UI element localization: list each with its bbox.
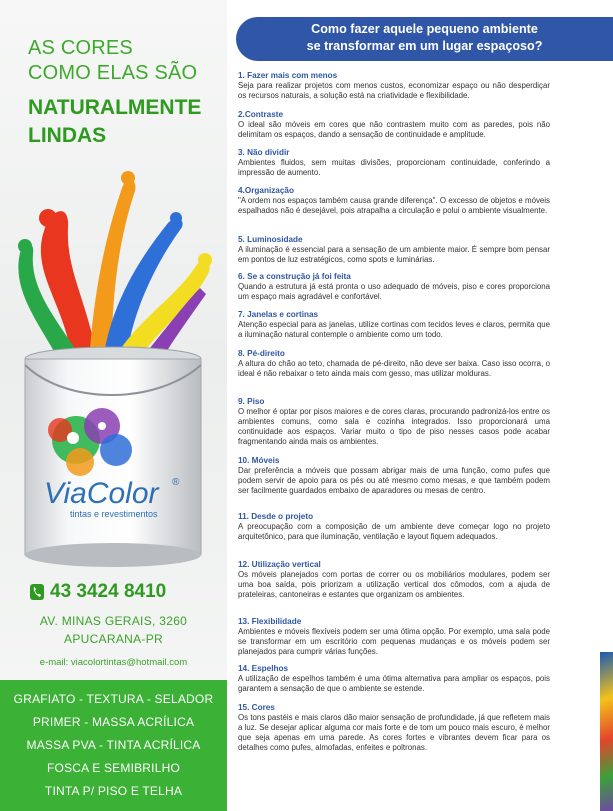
svg-text:tintas e revestimentos: tintas e revestimentos <box>70 509 158 519</box>
section-heading: 11. Desde o projeto <box>238 512 314 521</box>
advertisement-panel <box>0 0 227 811</box>
section-text: Seja para realizar projetos com menos custos, economizar espaço ou não desperdiçar os recursos naturais, a solução está na criatividade e flexibilidade. <box>238 81 550 100</box>
section-heading: 1. Fazer mais com menos <box>238 71 338 80</box>
address-street: AV. MINAS GERAIS, 3260 <box>39 614 188 628</box>
tagline-line-1: AS CORES <box>28 37 133 59</box>
article-title-line-2: se transformar em um lugar espaçoso? <box>306 39 543 53</box>
section-text: A preocupação com a composição de um ambiente deve começar logo no projeto arquitetônico, para que iluminação, ventilação e layout fiquem adequados. <box>238 522 550 541</box>
section-heading: 3. Não dividir <box>238 148 290 157</box>
section-text: A altura do chão ao teto, chamada de pé-direito, não deve ser baixa. Caso isso ocorra, o ideal é não rebaixar o teto ainda mais com gesso, mas utilizar molduras. <box>238 359 550 378</box>
section-heading: 6. Se a construção já foi feita <box>238 272 351 281</box>
section-heading: 2.Contraste <box>238 110 284 119</box>
section-heading: 15. Cores <box>238 703 275 712</box>
decorative-color-strip <box>600 652 613 811</box>
phone-icon <box>30 584 44 600</box>
section-text: Os tons pastéis e mais claros dão maior sensação de profundidade, já que refletem mais a luz. Se desejar aplicar alguma cor mais forte e de tom um pouco mais escuro, é melhor que seja apenas em uma parede. As cores fortes e vibrantes devem ficar para os detalhes como pufes, almofadas, enfeites e poltronas. <box>238 713 550 752</box>
article-section <box>238 71 550 101</box>
tagline-line-2: COMO ELAS SÃO <box>28 62 198 84</box>
section-text: Ambientes fluidos, sem muitas divisões, proporcionam continuidade, conferindo a impressão de aumento. <box>238 158 550 177</box>
tagline-bold-line-2: LINDAS <box>28 124 107 147</box>
article-section <box>238 397 550 447</box>
section-heading: 14. Espelhos <box>238 664 289 673</box>
email-address: e-mail: viacolortintas@hotmail.com <box>39 657 188 668</box>
paint-can-illustration <box>6 345 220 575</box>
service-line-3: MASSA PVA - TINTA ACRÍLICA <box>26 738 201 752</box>
article-section <box>238 560 550 600</box>
tagline-bold <box>28 94 218 150</box>
article-section <box>238 110 550 140</box>
section-heading: 5. Luminosidade <box>238 235 303 244</box>
service-line-2: PRIMER - MASSA ACRÍLICA <box>32 715 195 729</box>
article-section <box>238 272 550 302</box>
section-text: Ambientes e móveis flexíveis podem ser uma ótima opção. Por exemplo, uma sala pode se transformar em um escritório com pequenas mudanças e os móveis podem ser planejados para cumprir várias funções. <box>238 627 550 656</box>
article-section <box>238 512 550 542</box>
article-section <box>238 349 550 379</box>
section-heading: 10. Móveis <box>238 456 280 465</box>
article-section <box>238 148 550 178</box>
article-title-banner <box>236 17 613 61</box>
services-box <box>0 680 227 811</box>
svg-text:®: ® <box>172 477 180 488</box>
article-section <box>238 186 550 216</box>
section-text: Dar preferência a móveis que possam abrigar mais de uma função, como pufes que podem servir de apoio para os pés ou até mesmo como mesas, e que também podem ser facilmente guardados embaixo de aparadores ou mesas de centro. <box>238 466 550 495</box>
section-text: Os móveis planejados com portas de correr ou os mobiliários modulares, podem ser uma boa saída, pois priorizam a utilização vertical dos cômodos, com a ajuda de prateleiras, cantoneiras e estantes que organizam os ambientes. <box>238 570 550 599</box>
article-section <box>238 235 550 265</box>
article-section <box>238 664 550 694</box>
section-heading: 9. Piso <box>238 397 265 406</box>
brand-logo-wordmark: ViaColor <box>44 477 159 510</box>
service-line-1: GRAFIATO - TEXTURA - SELADOR <box>13 692 214 706</box>
article-section <box>238 310 550 340</box>
tagline-bold-line-1: NATURALMENTE <box>28 96 202 119</box>
section-text: "A ordem nos espaços também causa grande diferença". O excesso de objetos e móveis espalhados não é desejável, pois atrapalha a circulação e polui o ambiente visualmente. <box>238 196 550 215</box>
phone-text: 43 3424 8410 <box>50 581 167 602</box>
section-text: A iluminação é essencial para a sensação de um ambiente maior. É sempre bom pensar em pontos de luz estratégicos, como spots e luminárias. <box>238 245 550 264</box>
service-line-5: TINTA P/ PISO E TELHA <box>44 784 183 798</box>
article-section <box>238 617 550 657</box>
section-heading: 8. Pé-direito <box>238 349 285 358</box>
section-text: O melhor é optar por pisos maiores e de cores claras, procurando padronizá-los entre os ambientes comuns, como sala e cozinha integrados. Isso proporcionará uma continuidade aos espaços. Variar muito o tipo de piso nesses casos pode acabar fragmentando ainda mais os ambientes. <box>238 407 550 446</box>
section-heading: 13. Flexibilidade <box>238 617 302 626</box>
section-text: O ideal são móveis em cores que não contrastem muito com as paredes, pois não delimitam os espaços, dando a sensação de continuidade e amplitude. <box>238 120 550 139</box>
article-title-line-1: Como fazer aquele pequeno ambiente <box>311 22 538 36</box>
section-text: A utilização de espelhos também é uma ótima alternativa para ampliar os espaços, pois garantem a sensação de que o ambiente se estende. <box>238 674 550 693</box>
address-city: APUCARANA-PR <box>64 632 163 646</box>
section-heading: 4.Organização <box>238 186 294 195</box>
phone-number <box>30 581 166 603</box>
tagline <box>28 36 208 86</box>
section-text: Atenção especial para as janelas, utilize cortinas com tecidos leves e claros, permita que a iluminação natural contemple o ambiente como um todo. <box>238 320 550 339</box>
section-heading: 12. Utilização vertical <box>238 560 321 569</box>
service-line-4: FOSCA E SEMIBRILHO <box>47 761 180 775</box>
article-section <box>238 703 550 753</box>
section-text: Quando a estrutura já está pronta o uso adequado de móveis, piso e cores proporciona um espaço mais agradável e confortável. <box>238 282 550 301</box>
section-heading: 7. Janelas e cortinas <box>238 310 319 319</box>
article-section <box>238 456 550 496</box>
